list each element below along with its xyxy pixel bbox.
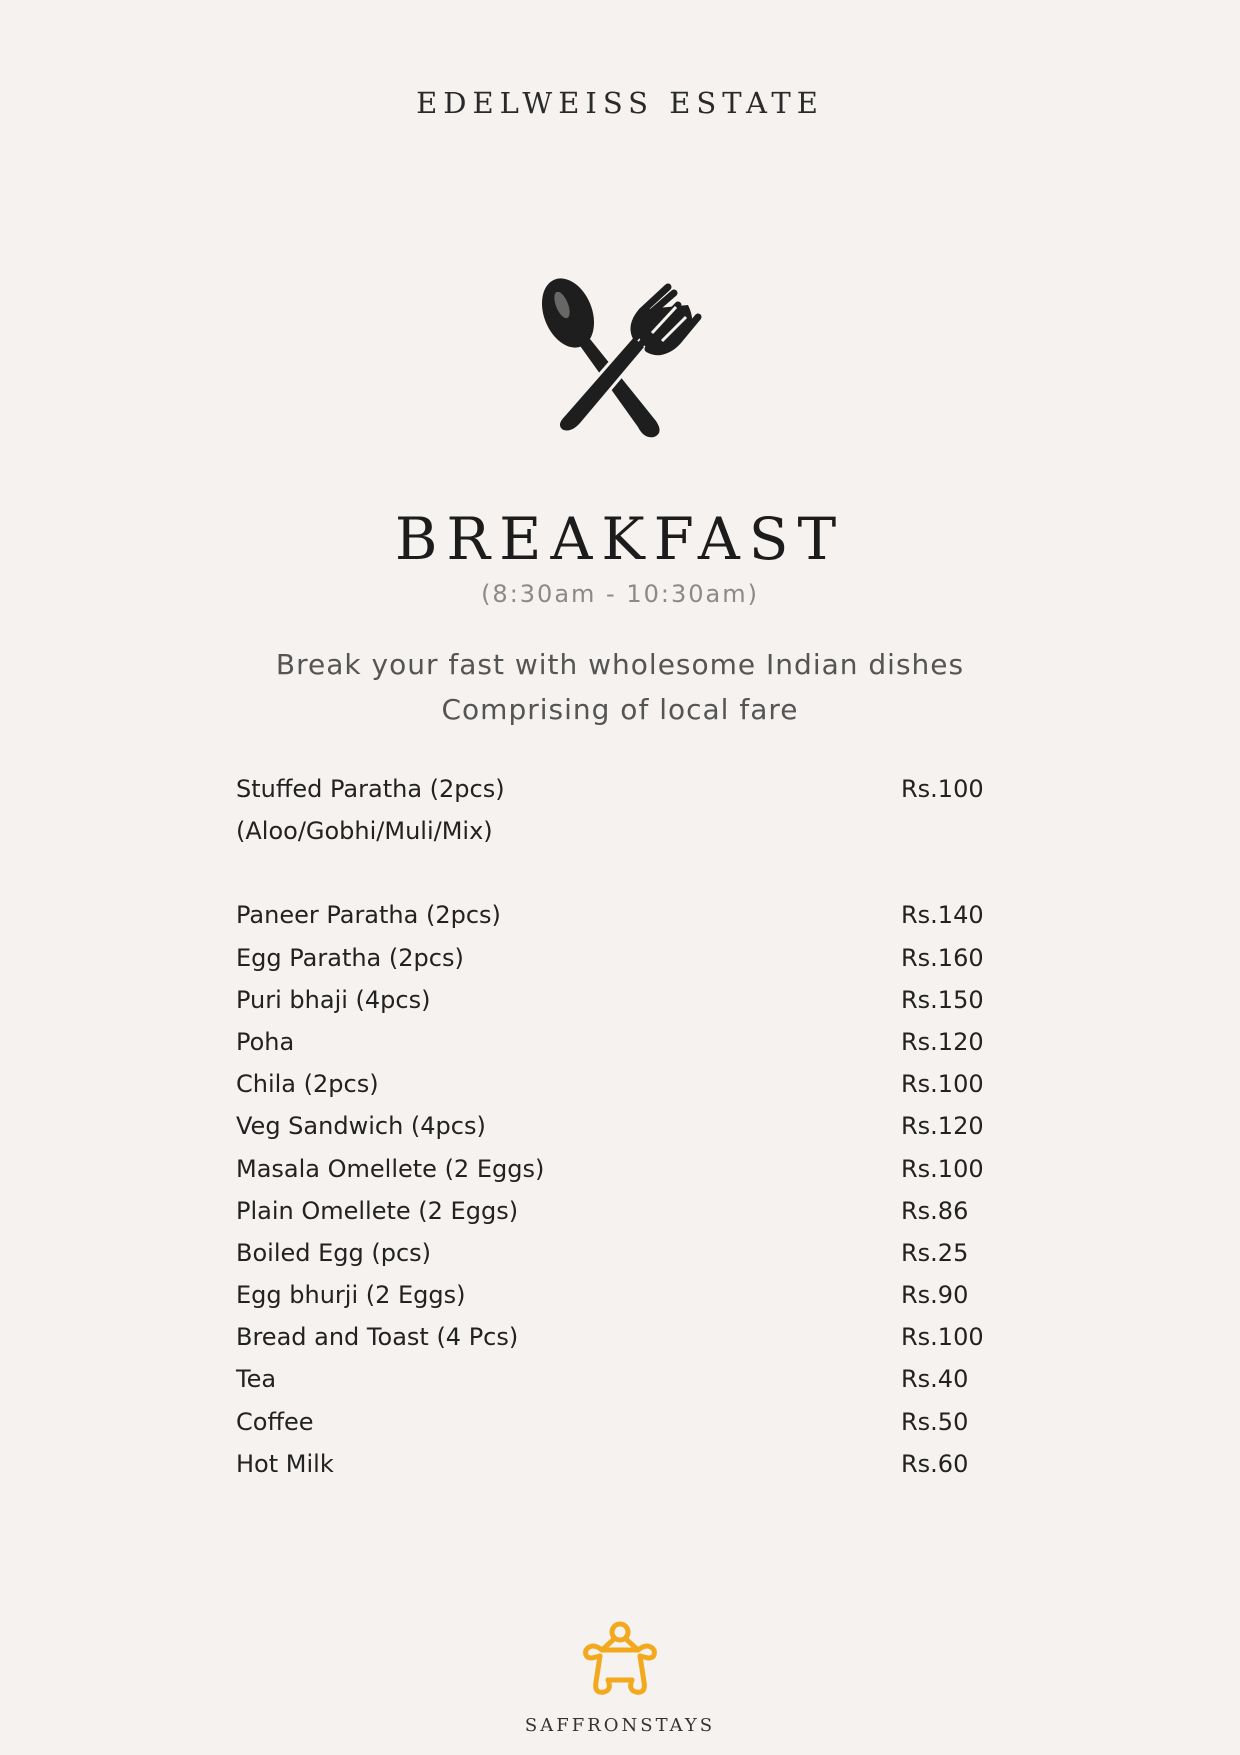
menu-item [236,1274,996,1316]
menu-item [236,1021,996,1063]
menu-item-price: Rs.50 [901,1407,969,1436]
brand-name: SAFFRONSTAYS [524,1715,716,1736]
menu-item [236,1401,996,1443]
menu-item-price: Rs.25 [901,1238,969,1267]
tagline-line-2: Comprising of local fare [441,693,799,726]
menu-item [236,1105,996,1147]
menu-item-price: Rs.150 [901,985,984,1014]
menu-item [236,768,996,810]
menu-item-name: Puri bhaji (4pcs) [236,985,431,1014]
menu-item-note: (Aloo/Gobhi/Muli/Mix) [236,817,493,846]
menu-item [236,937,996,979]
menu-item-name: Poha [236,1027,295,1056]
menu-item-name: Hot Milk [236,1449,334,1478]
menu-list [236,768,996,1485]
menu-item-price: Rs.86 [901,1196,969,1225]
menu-item-name: Stuffed Paratha (2pcs) [236,775,505,803]
menu-item-price: Rs.100 [901,1070,984,1099]
menu-item-name: Chila (2pcs) [236,1070,379,1099]
menu-item-name: Paneer Paratha (2pcs) [236,901,501,930]
saffronstays-logo-icon [578,1620,662,1700]
menu-item-price: Rs.90 [901,1281,969,1310]
serving-hours: (8:30am - 10:30am) [481,580,759,608]
menu-item-name: Masala Omellete (2 Eggs) [236,1154,545,1183]
menu-item-price: Rs.120 [901,1112,984,1141]
menu-item [236,1148,996,1190]
section-tagline [0,642,1240,732]
menu-item [236,1316,996,1358]
menu-item [236,1063,996,1105]
menu-item-price: Rs.100 [901,1154,984,1183]
menu-item [236,1358,996,1400]
menu-item-price: Rs.60 [901,1449,969,1478]
menu-item [236,979,996,1021]
menu-item [236,894,996,936]
menu-item-name: Plain Omellete (2 Eggs) [236,1196,519,1225]
tagline-line-1: Break your fast with wholesome Indian dishes [275,648,965,681]
menu-item-name: Veg Sandwich (4pcs) [236,1112,486,1141]
menu-item-name: Coffee [236,1407,314,1436]
menu-item-price: Rs.120 [901,1027,984,1056]
menu-item [236,1443,996,1485]
menu-item-name: Tea [236,1365,277,1394]
menu-item-price: Rs.100 [901,1323,984,1352]
menu-item-name: Bread and Toast (4 Pcs) [236,1323,519,1352]
menu-item-price: Rs.160 [901,943,984,972]
spoon-fork-icon [538,275,708,440]
menu-item-name: Egg Paratha (2pcs) [236,943,464,972]
menu-item-note-row [236,810,996,852]
menu-item-price: Rs.40 [901,1365,969,1394]
menu-item-name: Boiled Egg (pcs) [236,1238,432,1267]
menu-item-name: Egg bhurji (2 Eggs) [236,1281,466,1310]
estate-name: EDELWEISS ESTATE [416,86,824,120]
menu-item-price: Rs.100 [901,775,984,803]
menu-item [236,1190,996,1232]
section-title: BREAKFAST [394,505,846,573]
menu-item-price: Rs.140 [901,901,984,930]
menu-item [236,1232,996,1274]
